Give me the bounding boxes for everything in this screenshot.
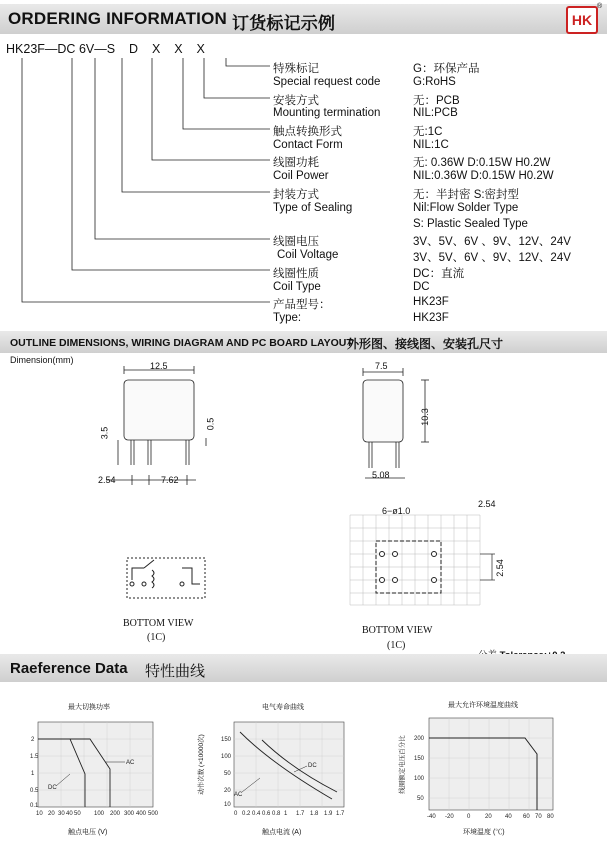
chart3-xtick-6: 60 — [523, 814, 530, 820]
field-mount-cn: 安装方式 — [273, 95, 319, 107]
field-coiltype-cn: 线圈性质 — [273, 268, 319, 280]
field-voltage-cn-val: 3V、5V、6V 、9V、12V、24V — [413, 236, 571, 248]
chart2-xtick-4: 0.6 — [262, 811, 271, 817]
field-special-cn-val: G：环保产品 — [413, 63, 480, 75]
chart1-switching-power — [30, 714, 170, 822]
chart3-xtick-7: 70 — [535, 814, 542, 820]
chart2-xtick-2: 0.2 — [242, 811, 251, 817]
code-contact: X — [151, 42, 161, 56]
code-dash-1: — — [44, 42, 58, 56]
side-view-drawing — [355, 360, 445, 490]
field-voltage-en: Coil Voltage — [277, 249, 339, 261]
chart1-xlabel: 触点电压 (V) — [68, 829, 108, 836]
chart3-xtick-3: 0 — [467, 814, 471, 820]
chart2-xtick-8: 1.8 — [310, 811, 319, 817]
field-voltage-cn: 线圈电压 — [273, 236, 319, 248]
chart2-ytick-5: 10 — [224, 802, 231, 808]
field-type-en: Type: — [273, 312, 302, 324]
chart2-xtick-7: 1.7 — [296, 811, 305, 817]
pcb-layout-grid — [345, 505, 505, 615]
chart2-xtick-9: 1.9 — [324, 811, 333, 817]
registered-mark: ® — [597, 3, 603, 10]
chart3-ambient-temperature — [405, 712, 565, 820]
chart1-xtick-3: 30 — [58, 811, 65, 817]
chart2-ylabel: 动作次数 (×10000次) — [197, 734, 205, 795]
ordering-title-en: ORDERING INFORMATION — [8, 9, 228, 28]
chart1-xtick-5: 50 — [74, 811, 81, 817]
dim-pitch-a: 2.54 — [98, 475, 116, 485]
chart3-xtick-1: -40 — [427, 814, 436, 820]
bottom-view-label-2: BOTTOM VIEW — [362, 625, 433, 636]
chart2-ytick-4: 20 — [224, 788, 231, 794]
chart2-ytick-1: 150 — [221, 737, 232, 743]
chart1-ytick-4: 0.5 — [30, 788, 39, 794]
chart3-xtick-5: 40 — [505, 814, 512, 820]
bottom-view-sub-1: (1C) — [147, 632, 166, 643]
field-sealing-cn: 封装方式 — [273, 189, 319, 201]
chart3-xtick-8: 80 — [547, 814, 554, 820]
chart1-ytick-3: 1 — [31, 771, 35, 777]
outline-title-cn: 外形图、接线图、安装孔尺寸 — [347, 337, 504, 351]
chart3-xlabel: 环境温度 (℃) — [463, 829, 505, 836]
dim-grid: 2.54 — [478, 499, 496, 509]
chart2-electrical-life — [212, 714, 352, 822]
chart1-ytick-1: 2 — [31, 737, 35, 743]
dim-pitch-b: 7.62 — [161, 475, 179, 485]
chart1-ytick-5: 0.1 — [30, 803, 39, 809]
field-type-cn-val: HK23F — [413, 296, 449, 308]
chart3-xtick-4: 20 — [485, 814, 492, 820]
field-special-en-val: G:RoHS — [413, 76, 456, 88]
field-contact-cn-val: 无:1C — [413, 126, 443, 138]
reference-title-cn: 特性曲线 — [145, 663, 206, 680]
field-contact-en: Contact Form — [273, 139, 343, 151]
field-type-en-val: HK23F — [413, 312, 449, 324]
chart2-label-ac: AC — [234, 792, 243, 798]
field-coiltype-cn-val: DC：直流 — [413, 268, 465, 280]
chart2-xtick-10: 1.7 — [336, 811, 345, 817]
field-coiltype-en-val: DC — [413, 281, 430, 293]
bottom-view-sub-2: (1C) — [387, 640, 406, 651]
field-mount-cn-val: 无：PCB — [413, 95, 460, 107]
chart1-ytick-2: 1.5 — [30, 754, 39, 760]
chart1-xtick-6: 100 — [94, 811, 105, 817]
field-mount-en: Mounting termination — [273, 107, 381, 119]
chart1-xtick-7: 200 — [110, 811, 121, 817]
dim-grid-vertical: 2.54 — [494, 559, 505, 577]
chart1-xtick-1: 10 — [36, 811, 43, 817]
chart3-title: 最大允许环境温度曲线 — [448, 702, 518, 709]
code-mount: X — [174, 42, 183, 56]
field-special-en: Special request code — [273, 76, 381, 88]
chart2-xtick-6: 1 — [284, 811, 288, 817]
field-mount-en-val: NIL:PCB — [413, 107, 458, 119]
dim-pin-gap: 0.5 — [205, 417, 216, 431]
code-sealing: S — [106, 42, 116, 56]
dimension-unit: Dimension(mm) — [10, 355, 74, 365]
chart1-label-dc: DC — [48, 785, 57, 791]
dim-hole: 6−ø1.0 — [382, 506, 411, 516]
chart1-xtick-8: 300 — [124, 811, 135, 817]
code-coil-type: DC — [57, 42, 76, 56]
field-power-en: Coil Power — [273, 170, 329, 182]
field-sealing-en-val2: S: Plastic Sealed Type — [413, 218, 528, 230]
field-voltage-en-val: 3V、5V、6V 、9V、12V、24V — [413, 252, 571, 264]
chart3-ytick-4: 50 — [417, 796, 424, 802]
chart1-xtick-9: 400 — [136, 811, 147, 817]
field-sealing-en-val: Nil:Flow Solder Type — [413, 202, 519, 214]
chart3-ytick-3: 100 — [414, 776, 425, 782]
field-sealing-en: Type of Sealing — [273, 202, 353, 214]
chart1-xtick-2: 20 — [48, 811, 55, 817]
field-contact-cn: 触点转换形式 — [273, 126, 342, 138]
field-power-cn-val: 无: 0.36W D:0.15W H0.2W — [413, 157, 551, 169]
code-voltage: 6V — [78, 42, 95, 56]
logo-text: HK — [571, 12, 593, 28]
chart3-ytick-2: 150 — [414, 756, 425, 762]
dim-pin-length: 3.5 — [99, 426, 110, 440]
chart1-label-ac: AC — [126, 760, 135, 766]
chart2-title: 电气寿命曲线 — [262, 704, 304, 711]
field-contact-en-val: NIL:1C — [413, 139, 449, 151]
chart3-ytick-1: 200 — [414, 736, 425, 742]
chart1-xtick-10: 500 — [148, 811, 159, 817]
field-power-en-val: NIL:0.36W D:0.15W H0.2W — [413, 170, 554, 182]
field-sealing-cn-val: 无：半封密 S:密封型 — [413, 189, 520, 201]
field-type-cn: 产品型号： — [273, 299, 331, 311]
field-power-cn: 线圈功耗 — [273, 157, 319, 169]
field-special-cn: 特殊标记 — [273, 63, 319, 75]
chart3-xtick-2: -20 — [445, 814, 454, 820]
chart2-ytick-3: 50 — [224, 771, 231, 777]
dim-depth: 7.5 — [375, 361, 388, 371]
wiring-diagram — [122, 550, 212, 610]
chart2-label-dc: DC — [308, 763, 317, 769]
chart2-ytick-2: 100 — [221, 754, 232, 760]
code-power: D — [129, 42, 139, 56]
chart2-xtick-3: 0.4 — [252, 811, 261, 817]
chart3-ylabel: 线圈额定电压百分比 — [398, 735, 406, 794]
dim-pitch-c: 5.08 — [372, 470, 390, 480]
code-model: HK23F — [6, 42, 45, 56]
bottom-view-label-1: BOTTOM VIEW — [123, 618, 194, 629]
ordering-title-cn: 订货标记示例 — [232, 14, 336, 33]
outline-title-en: OUTLINE DIMENSIONS, WIRING DIAGRAM AND PC BOARD LAYOUT — [10, 337, 353, 349]
dim-width: 12.5 — [150, 361, 168, 371]
reference-title-en: Raeference Data — [10, 660, 128, 677]
dim-height: 10.3 — [419, 408, 430, 426]
field-coiltype-en: Coil Type — [273, 281, 321, 293]
chart1-xtick-4: 40 — [66, 811, 73, 817]
code-special: X — [196, 42, 205, 56]
chart2-xtick-1: 0 — [234, 811, 238, 817]
chart2-xlabel: 触点电流 (A) — [262, 829, 302, 836]
chart2-xtick-5: 0.8 — [272, 811, 281, 817]
code-dash-2: — — [94, 42, 107, 56]
chart1-title: 最大切换功率 — [68, 704, 110, 711]
